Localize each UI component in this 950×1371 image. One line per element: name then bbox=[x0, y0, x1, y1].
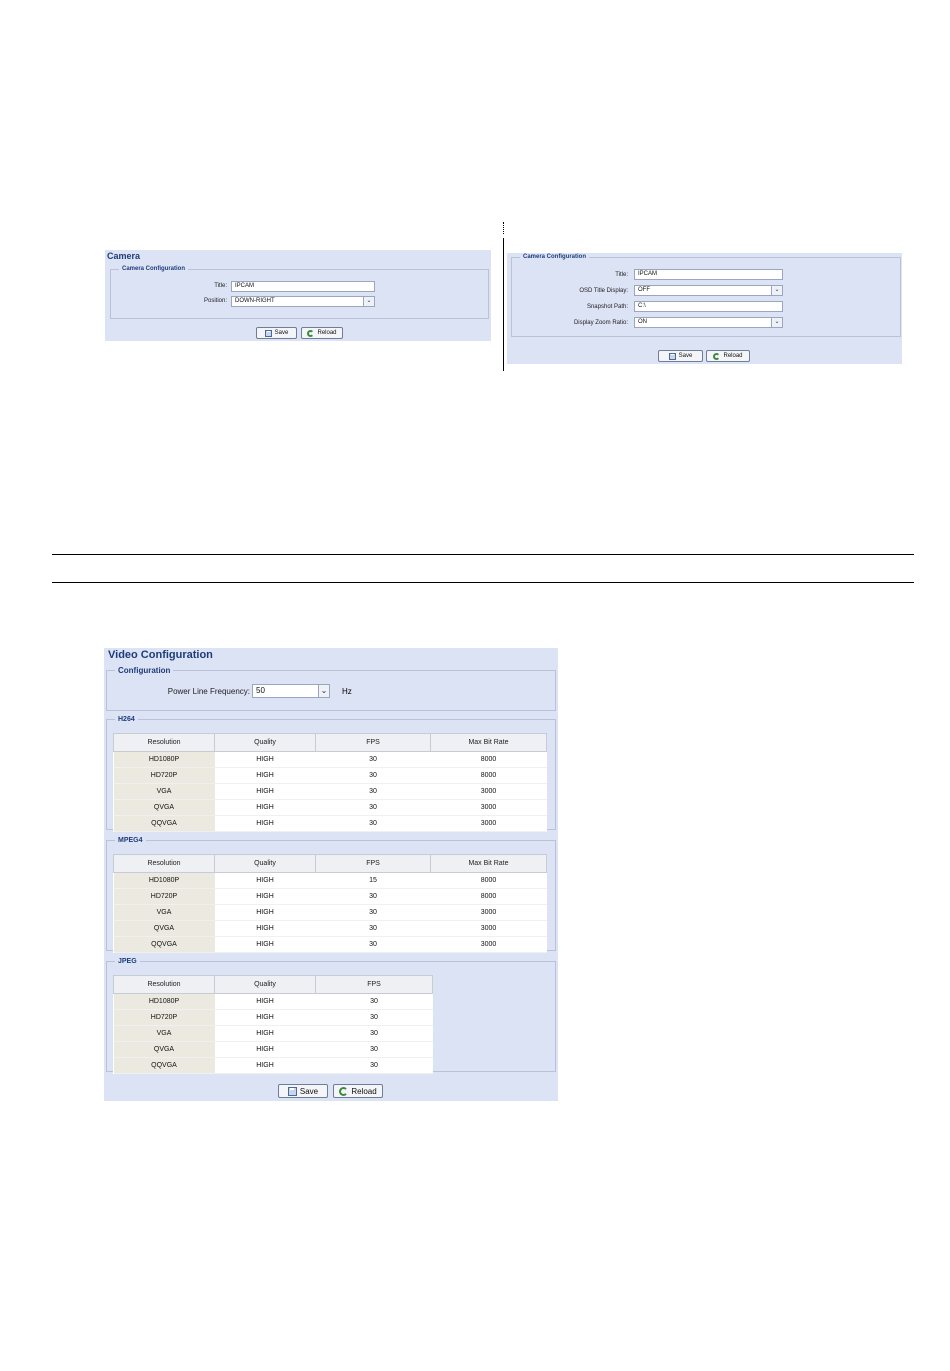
table-row bbox=[114, 768, 547, 784]
resolution-cell: QQVGA bbox=[114, 1058, 215, 1074]
resolution-cell: HD720P bbox=[114, 1010, 215, 1026]
display-zoom-ratio-select[interactable] bbox=[634, 317, 783, 328]
h264-legend: H264 bbox=[118, 716, 135, 723]
fps-cell: 15 bbox=[316, 873, 431, 889]
table-row bbox=[114, 800, 547, 816]
divider-line bbox=[503, 238, 504, 371]
h264-table bbox=[113, 733, 547, 832]
fps-cell: 30 bbox=[316, 768, 431, 784]
table-row bbox=[114, 937, 547, 953]
column-header: Resolution bbox=[114, 734, 215, 752]
resolution-cell: QVGA bbox=[114, 1042, 215, 1058]
bitrate-cell: 3000 bbox=[431, 937, 547, 953]
save-icon bbox=[288, 1087, 297, 1096]
reload-button[interactable] bbox=[333, 1084, 383, 1098]
camera-panel bbox=[105, 250, 491, 341]
camera-panel-title: Camera bbox=[107, 251, 141, 261]
save-label: Save bbox=[274, 330, 289, 336]
bitrate-cell: 3000 bbox=[431, 816, 547, 832]
reload-label: Reload bbox=[351, 1086, 377, 1096]
fps-cell: 30 bbox=[316, 1042, 433, 1058]
snapshot-path-label: Snapshot Path: bbox=[586, 304, 628, 310]
reload-button[interactable] bbox=[706, 350, 750, 362]
quality-cell: HIGH bbox=[215, 873, 316, 889]
osd-title-display-label: OSD Title Display: bbox=[579, 288, 628, 294]
table-row bbox=[114, 1026, 433, 1042]
column-header: FPS bbox=[316, 734, 431, 752]
reload-icon bbox=[307, 330, 314, 337]
osd-title-display-select[interactable] bbox=[634, 285, 783, 296]
save-icon bbox=[669, 353, 676, 360]
quality-cell: HIGH bbox=[215, 994, 316, 1010]
fps-cell: 30 bbox=[316, 994, 433, 1010]
resolution-cell: HD1080P bbox=[114, 994, 215, 1010]
save-button[interactable] bbox=[278, 1084, 328, 1098]
reload-button[interactable] bbox=[301, 327, 343, 339]
mpeg4-table bbox=[113, 854, 547, 953]
title-input[interactable]: IPCAM bbox=[634, 269, 783, 280]
chevron-down-icon[interactable]: ⌄ bbox=[771, 286, 782, 295]
quality-cell: HIGH bbox=[215, 784, 316, 800]
table-header-row bbox=[114, 976, 433, 994]
table-row bbox=[114, 1010, 433, 1026]
bitrate-cell: 3000 bbox=[431, 921, 547, 937]
reload-label: Reload bbox=[723, 353, 743, 359]
quality-cell: HIGH bbox=[215, 816, 316, 832]
table-row bbox=[114, 816, 547, 832]
save-button[interactable] bbox=[658, 350, 703, 362]
resolution-cell: QVGA bbox=[114, 921, 215, 937]
chevron-down-icon[interactable]: ⌄ bbox=[318, 685, 329, 697]
resolution-cell: QQVGA bbox=[114, 816, 215, 832]
quality-cell: HIGH bbox=[215, 905, 316, 921]
reload-icon bbox=[713, 353, 720, 360]
quality-cell: HIGH bbox=[215, 1042, 316, 1058]
table-row bbox=[114, 994, 433, 1010]
snapshot-path-input[interactable]: C:\ bbox=[634, 301, 783, 312]
title-input[interactable]: IPCAM bbox=[231, 281, 375, 292]
resolution-cell: VGA bbox=[114, 1026, 215, 1042]
divider-tick bbox=[503, 222, 505, 234]
column-header: FPS bbox=[316, 976, 433, 994]
divider-rule-top bbox=[52, 554, 914, 555]
fps-cell: 30 bbox=[316, 784, 431, 800]
reload-label: Reload bbox=[317, 330, 337, 336]
save-label: Save bbox=[299, 1086, 319, 1096]
quality-cell: HIGH bbox=[215, 752, 316, 768]
fps-cell: 30 bbox=[316, 1026, 433, 1042]
quality-cell: HIGH bbox=[215, 889, 316, 905]
quality-cell: HIGH bbox=[215, 937, 316, 953]
bitrate-cell: 3000 bbox=[431, 905, 547, 921]
resolution-cell: HD1080P bbox=[114, 873, 215, 889]
resolution-cell: HD720P bbox=[114, 768, 215, 784]
mpeg4-legend: MPEG4 bbox=[118, 837, 143, 844]
power-line-frequency-select[interactable] bbox=[252, 684, 330, 698]
resolution-cell: HD1080P bbox=[114, 752, 215, 768]
resolution-cell: QVGA bbox=[114, 800, 215, 816]
column-header: Quality bbox=[215, 976, 316, 994]
fps-cell: 30 bbox=[316, 921, 431, 937]
resolution-cell: VGA bbox=[114, 905, 215, 921]
position-value: DOWN-RIGHT bbox=[235, 298, 275, 304]
quality-cell: HIGH bbox=[215, 768, 316, 784]
fps-cell: 30 bbox=[316, 752, 431, 768]
fps-cell: 30 bbox=[316, 816, 431, 832]
bitrate-cell: 3000 bbox=[431, 800, 547, 816]
reload-icon bbox=[339, 1087, 348, 1096]
quality-cell: HIGH bbox=[215, 800, 316, 816]
configuration-legend: Configuration bbox=[118, 666, 171, 675]
quality-cell: HIGH bbox=[215, 1010, 316, 1026]
jpeg-legend: JPEG bbox=[118, 958, 137, 965]
table-row bbox=[114, 752, 547, 768]
resolution-cell: QQVGA bbox=[114, 937, 215, 953]
camera-config-panel bbox=[507, 253, 902, 364]
display-zoom-ratio-label: Display Zoom Ratio: bbox=[573, 320, 628, 326]
column-header: FPS bbox=[316, 855, 431, 873]
quality-cell: HIGH bbox=[215, 921, 316, 937]
fps-cell: 30 bbox=[316, 1010, 433, 1026]
title-label: Title: bbox=[214, 283, 227, 289]
bitrate-cell: 8000 bbox=[431, 752, 547, 768]
display-zoom-ratio-value: ON bbox=[638, 319, 647, 325]
column-header: Max Bit Rate bbox=[431, 734, 547, 752]
column-header: Max Bit Rate bbox=[431, 855, 547, 873]
resolution-cell: VGA bbox=[114, 784, 215, 800]
chevron-down-icon[interactable]: ⌄ bbox=[771, 318, 782, 327]
table-row bbox=[114, 889, 547, 905]
column-header: Quality bbox=[215, 855, 316, 873]
bitrate-cell: 3000 bbox=[431, 784, 547, 800]
fps-cell: 30 bbox=[316, 800, 431, 816]
column-header: Quality bbox=[215, 734, 316, 752]
quality-cell: HIGH bbox=[215, 1026, 316, 1042]
column-header: Resolution bbox=[114, 855, 215, 873]
column-header: Resolution bbox=[114, 976, 215, 994]
table-row bbox=[114, 921, 547, 937]
bitrate-cell: 8000 bbox=[431, 768, 547, 784]
table-row bbox=[114, 1042, 433, 1058]
power-line-frequency-unit: Hz bbox=[342, 687, 352, 696]
video-configuration-panel bbox=[104, 648, 558, 1101]
save-label: Save bbox=[678, 353, 693, 359]
table-row bbox=[114, 784, 547, 800]
table-row bbox=[114, 873, 547, 889]
position-select[interactable] bbox=[231, 296, 375, 307]
camera-configuration-legend: Camera Configuration bbox=[122, 266, 186, 272]
power-line-frequency-value: 50 bbox=[256, 686, 265, 695]
divider-rule-bottom bbox=[52, 582, 914, 583]
quality-cell: HIGH bbox=[215, 1058, 316, 1074]
fps-cell: 30 bbox=[316, 937, 431, 953]
table-header-row bbox=[114, 734, 547, 752]
save-button[interactable] bbox=[256, 327, 297, 339]
fps-cell: 30 bbox=[316, 1058, 433, 1074]
power-line-frequency-label: Power Line Frequency: bbox=[167, 687, 250, 696]
position-label: Position: bbox=[203, 298, 227, 304]
camera-configuration-group bbox=[110, 266, 489, 319]
bitrate-cell: 8000 bbox=[431, 889, 547, 905]
camera-config-legend: Camera Configuration bbox=[523, 254, 587, 260]
table-row bbox=[114, 1058, 433, 1074]
bitrate-cell: 8000 bbox=[431, 873, 547, 889]
osd-title-display-value: OFF bbox=[638, 287, 650, 293]
table-row bbox=[114, 905, 547, 921]
title-label: Title: bbox=[615, 272, 628, 278]
resolution-cell: HD720P bbox=[114, 889, 215, 905]
save-icon bbox=[265, 330, 272, 337]
jpeg-table bbox=[113, 975, 433, 1074]
video-configuration-title: Video Configuration bbox=[108, 649, 213, 661]
fps-cell: 30 bbox=[316, 889, 431, 905]
fps-cell: 30 bbox=[316, 905, 431, 921]
chevron-down-icon[interactable]: ⌄ bbox=[363, 297, 374, 306]
table-header-row bbox=[114, 855, 547, 873]
